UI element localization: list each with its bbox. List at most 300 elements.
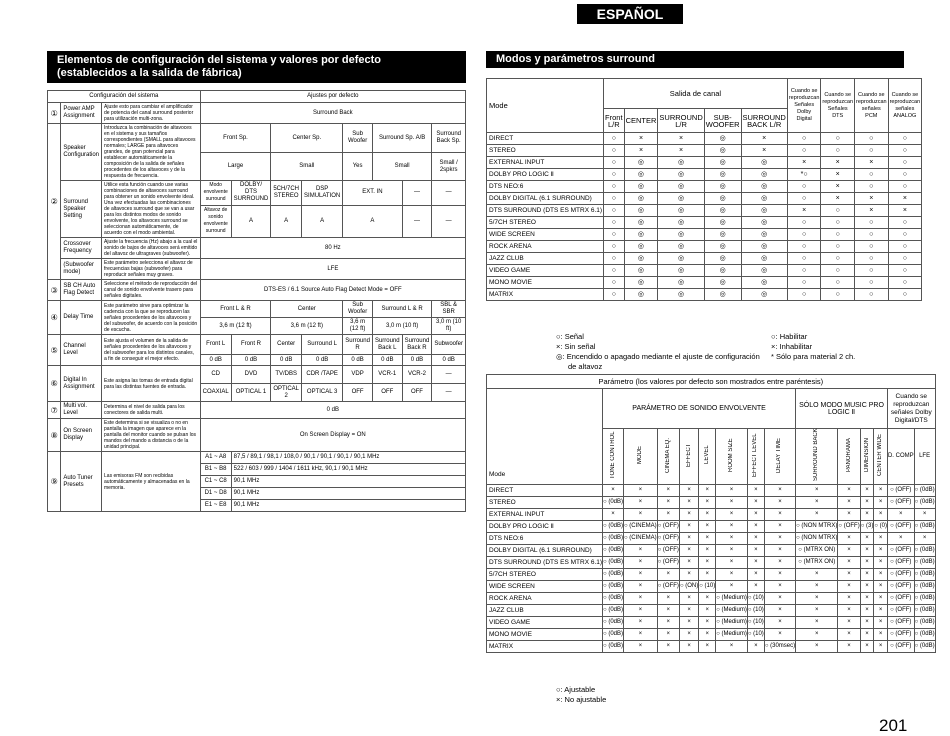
table-cell: × xyxy=(874,485,888,497)
delay-value: 3,6 m (12 ft) xyxy=(200,318,271,335)
mode-name: MATRIX xyxy=(487,289,604,301)
param-col-label: CENTER WIDE xyxy=(877,434,884,476)
table-cell: ○ (10) xyxy=(747,593,764,605)
table-cell: × xyxy=(764,545,795,557)
table-cell: × xyxy=(821,193,855,205)
table-cell: ○ xyxy=(821,133,855,145)
digital-source: TV/DBS xyxy=(271,366,302,384)
table-cell: × xyxy=(657,485,679,497)
table-cell: × xyxy=(624,641,658,653)
param-col-label: DELAY TIME xyxy=(776,437,783,473)
digital-input: OFF xyxy=(372,384,402,402)
legend-item: ×: No ajustable xyxy=(556,695,607,704)
speaker-header: Center Sp. xyxy=(271,124,343,153)
table-cell: × xyxy=(624,509,658,521)
digital-source: VCR-1 xyxy=(372,366,402,384)
table-cell: × xyxy=(796,629,838,641)
speaker-header: Surround Back Sp. xyxy=(432,124,466,153)
table-cell: × xyxy=(716,581,748,593)
surround-modes-table xyxy=(486,78,922,301)
table-cell: × xyxy=(874,533,888,545)
table-cell: × xyxy=(679,497,698,509)
channel-col-header: SURROUND L/R xyxy=(658,109,704,133)
table-cell: ◎ xyxy=(624,265,658,277)
level-header: Surround Back L xyxy=(372,335,402,355)
table-cell: ○ (OFF) xyxy=(887,629,914,641)
right-section-title: Modos y parámetros surround xyxy=(486,51,904,68)
table-cell: × xyxy=(796,581,838,593)
table-cell: × xyxy=(855,157,889,169)
mode-name: JAZZ CLUB xyxy=(487,253,604,265)
table-cell: × xyxy=(860,509,874,521)
param-col-label: CINEMA EQ. xyxy=(664,437,671,473)
table-cell: ○ (Medium) xyxy=(716,629,748,641)
table-cell: × xyxy=(716,557,748,569)
table-cell: × xyxy=(657,569,679,581)
col-header-config: Configuración del sistema xyxy=(48,91,201,103)
table-row xyxy=(487,229,922,241)
table-cell: × xyxy=(699,593,716,605)
table-row xyxy=(487,265,922,277)
mode-name: MONO MOVIE xyxy=(487,629,603,641)
table-cell: × xyxy=(874,569,888,581)
table-cell: × xyxy=(874,557,888,569)
table-cell: ○ xyxy=(821,229,855,241)
mode-name: 5/7CH STEREO xyxy=(487,217,604,229)
table-cell: × xyxy=(787,205,821,217)
table-cell: × xyxy=(699,545,716,557)
legend-item: ○: Ajustable xyxy=(556,685,596,694)
table-cell: ○ xyxy=(888,289,922,301)
table-cell: ◎ xyxy=(624,217,658,229)
channel-output-header: Salida de canal xyxy=(604,79,788,109)
table-row xyxy=(487,485,936,497)
delay-header: Surround L & R xyxy=(372,301,431,318)
table-cell: × xyxy=(764,605,795,617)
preset-value: 522 / 603 / 999 / 1404 / 1611 kHz, 90,1 / 90,1 MHz xyxy=(231,464,465,476)
level-header: Front L xyxy=(200,335,231,355)
table-cell: ○ xyxy=(604,253,625,265)
table-cell: × xyxy=(787,157,821,169)
parameter-legend xyxy=(556,685,606,705)
table-cell: × xyxy=(860,485,874,497)
table-cell: × xyxy=(603,485,624,497)
table-cell: × xyxy=(796,593,838,605)
table-cell: × xyxy=(747,545,764,557)
surround-mode: — xyxy=(432,181,466,206)
table-cell: ◎ xyxy=(658,157,704,169)
table-cell: ○ (OFF) xyxy=(657,521,679,533)
table-cell: ○ (OFF) xyxy=(657,581,679,593)
table-cell: × xyxy=(624,581,658,593)
table-cell: ○ (0dB) xyxy=(603,569,624,581)
table-cell: × xyxy=(657,605,679,617)
parameters-title: Parámetro (los valores por defecto son mostrados entre paréntesis) xyxy=(487,375,936,389)
setting-value: LFE xyxy=(200,259,465,280)
table-cell: × xyxy=(764,569,795,581)
setting-desc: Las emisoras FM son recibidas automáticamente y almacenadas en la memoria. xyxy=(102,452,201,512)
mode-name: STEREO xyxy=(487,145,604,157)
level-value: 0 dB xyxy=(402,355,432,366)
table-cell: ◎ xyxy=(704,277,741,289)
level-value: 0 dB xyxy=(271,355,302,366)
table-cell: ◎ xyxy=(741,193,787,205)
param-col-label: EFFECT LEVEL xyxy=(752,433,759,477)
table-cell: × xyxy=(624,485,658,497)
table-cell: ○ xyxy=(604,289,625,301)
table-cell: ◎ xyxy=(658,265,704,277)
setting-name: Digital In Assignment xyxy=(61,366,102,402)
table-cell: ○ xyxy=(787,253,821,265)
speaker-value: Small xyxy=(271,153,343,181)
table-cell: × xyxy=(764,521,795,533)
delay-value: 3,6 m (12 ft) xyxy=(343,318,373,335)
setting-name: Auto Tuner Presets xyxy=(61,452,102,512)
table-cell: ○ xyxy=(787,241,821,253)
table-cell: × xyxy=(716,641,748,653)
table-cell: × xyxy=(764,533,795,545)
param-col-header xyxy=(679,429,698,485)
mode-name: WIDE SCREEN xyxy=(487,581,603,593)
mode-name: STEREO xyxy=(487,497,603,509)
table-cell: ○ xyxy=(604,169,625,181)
table-cell: ◎ xyxy=(624,289,658,301)
param-col-label: MODE xyxy=(636,446,643,464)
table-cell: × xyxy=(699,497,716,509)
table-cell: ◎ xyxy=(704,229,741,241)
speaker-header: Surround Sp. A/B xyxy=(372,124,431,153)
surround-parameters-table xyxy=(486,374,936,653)
row-number: ⑦ xyxy=(48,402,61,419)
table-cell: × xyxy=(747,521,764,533)
digital-input: OPTICAL 1 xyxy=(231,384,271,402)
table-cell: ○ xyxy=(604,229,625,241)
row-number: ④ xyxy=(48,301,61,335)
group-header: SÓLO MODO MUSIC PRO LOGIC Ⅱ xyxy=(796,389,888,429)
table-cell: ○ (0dB) xyxy=(914,545,935,557)
param-col-header xyxy=(914,429,935,485)
table-cell: ○ xyxy=(787,181,821,193)
table-cell: × xyxy=(860,545,874,557)
surround-speaker: — xyxy=(402,205,432,237)
table-cell: ○ xyxy=(787,277,821,289)
table-cell: ◎ xyxy=(741,253,787,265)
table-cell: × xyxy=(603,509,624,521)
table-row xyxy=(487,533,936,545)
param-col-label: LFE xyxy=(919,453,931,459)
table-cell: × xyxy=(796,641,838,653)
table-cell: ○ xyxy=(604,277,625,289)
digital-source: CDR /TAPE xyxy=(302,366,343,384)
legend-item: ◎: Encendido o apagado mediante el ajuste de configuración xyxy=(556,352,760,361)
row-number: ① xyxy=(48,103,61,124)
table-row xyxy=(487,521,936,533)
table-cell: × xyxy=(747,497,764,509)
digital-source: — xyxy=(432,366,466,384)
table-cell: × xyxy=(624,133,658,145)
row-number: ⑧ xyxy=(48,419,61,452)
table-cell: × xyxy=(796,485,838,497)
delay-header: SBL & SBR xyxy=(432,301,466,318)
setting-name: Delay Time xyxy=(61,301,102,335)
mode-name: DIRECT xyxy=(487,133,604,145)
level-header: Surround L xyxy=(302,335,343,355)
preset-key: D1 ~ D8 xyxy=(200,488,231,500)
table-cell: × xyxy=(838,545,860,557)
group-header: Cuando se reproduzcan señales Dolby Digital/DTS xyxy=(887,389,935,429)
digital-input: COAXIAL xyxy=(200,384,231,402)
table-cell: × xyxy=(624,605,658,617)
table-cell: × xyxy=(838,641,860,653)
table-cell: ◎ xyxy=(741,217,787,229)
surround-mode: DSP SIMULATION xyxy=(302,181,343,206)
setting-value: On Screen Display = ON xyxy=(200,419,465,452)
speaker-value: Small / 2spkrs xyxy=(432,153,466,181)
table-cell: ◎ xyxy=(741,289,787,301)
table-row xyxy=(487,629,936,641)
table-cell: × xyxy=(657,497,679,509)
param-col-label: SURROUND BACK xyxy=(813,428,820,481)
delay-value: 3,0 m (10 ft) xyxy=(372,318,431,335)
delay-value: 3,0 m (10 ft) xyxy=(432,318,466,335)
table-row xyxy=(487,145,922,157)
table-cell: ◎ xyxy=(741,205,787,217)
table-row xyxy=(487,605,936,617)
table-cell: ○ xyxy=(821,289,855,301)
mode-name: EXTERNAL INPUT xyxy=(487,509,603,521)
table-cell: × xyxy=(679,629,698,641)
table-cell: ○ (0dB) xyxy=(603,617,624,629)
table-cell: ○ (MTRX ON) xyxy=(796,557,838,569)
digital-input: OFF xyxy=(343,384,373,402)
table-cell: × xyxy=(679,533,698,545)
table-cell: ◎ xyxy=(658,181,704,193)
table-cell: × xyxy=(679,641,698,653)
left-title-line1: Elementos de configuración del sistema y valores por defecto xyxy=(57,54,381,66)
param-col-label: D. COMP xyxy=(887,453,914,459)
setting-desc: Introduzca la combinación de altavoces en el sistema y sus tamaños correspondientes (SMALL para altavoces normales; LARGE para altavoces grandes, de gran potencial para establecer automáticamente la composición de la salida de señales procedentes de los altavoces y de la respuesta de frecuencia. xyxy=(102,124,201,181)
table-cell: × xyxy=(838,497,860,509)
level-header: Subwoofer xyxy=(432,335,466,355)
speaker-value: Yes xyxy=(343,153,373,181)
table-cell: × xyxy=(796,617,838,629)
table-cell: × xyxy=(764,485,795,497)
preset-key: A1 ~ A8 xyxy=(200,452,231,464)
table-cell: × xyxy=(874,581,888,593)
param-col-header xyxy=(657,429,679,485)
table-cell: ○ xyxy=(888,253,922,265)
table-cell: ○ (0dB) xyxy=(914,605,935,617)
table-cell: × xyxy=(624,545,658,557)
table-cell: ◎ xyxy=(704,217,741,229)
table-cell: × xyxy=(874,605,888,617)
table-cell: ○ (0dB) xyxy=(914,593,935,605)
table-cell: ○ (0dB) xyxy=(914,569,935,581)
table-row xyxy=(487,205,922,217)
table-cell: × xyxy=(860,533,874,545)
setting-name: On Screen Display xyxy=(61,419,102,452)
setting-name: SB CH Auto Flag Detect xyxy=(61,280,102,301)
level-value: 0 dB xyxy=(432,355,466,366)
table-cell: × xyxy=(764,629,795,641)
table-cell: ○ xyxy=(888,229,922,241)
param-col-label: EFFECT xyxy=(685,443,692,467)
param-col-header xyxy=(796,429,838,485)
table-cell: × xyxy=(699,485,716,497)
table-cell: × xyxy=(838,581,860,593)
table-cell: ◎ xyxy=(704,253,741,265)
table-cell: × xyxy=(679,557,698,569)
table-cell: ○ xyxy=(604,193,625,205)
mode-name: ROCK ARENA xyxy=(487,241,604,253)
table-cell: × xyxy=(716,569,748,581)
table-cell: ○ xyxy=(821,217,855,229)
digital-source: VDP xyxy=(343,366,373,384)
table-cell: ○ xyxy=(855,229,889,241)
param-col-label: LEVEL xyxy=(703,445,710,465)
table-row xyxy=(487,169,922,181)
setting-name: Multi vol. Level xyxy=(61,402,102,419)
setting-desc: Este parámetro selecciona el altavoz de frecuencias bajas (subwoofer) para reproducir señales muy graves. xyxy=(102,259,201,280)
surround-speaker: A xyxy=(271,205,302,237)
table-cell: ○ xyxy=(855,277,889,289)
surround-mode: EXT. IN xyxy=(343,181,402,206)
table-cell: ◎ xyxy=(704,181,741,193)
table-cell: ○ xyxy=(855,181,889,193)
preset-value: 87,5 / 89,1 / 98,1 / 108,0 / 90,1 / 90,1 / 90,1 / 90,1 MHz xyxy=(231,452,465,464)
table-cell: ○ (OFF) xyxy=(657,557,679,569)
table-cell: ◎ xyxy=(658,289,704,301)
table-cell: × xyxy=(699,569,716,581)
table-cell: × xyxy=(860,593,874,605)
table-cell: ○ (0dB) xyxy=(914,581,935,593)
table-cell: ◎ xyxy=(658,253,704,265)
digital-source: VCR-2 xyxy=(402,366,432,384)
table-cell: × xyxy=(860,581,874,593)
table-cell: × xyxy=(887,509,914,521)
table-cell: ○ xyxy=(821,265,855,277)
speaker-value: Large xyxy=(200,153,271,181)
table-cell: ○ (OFF) xyxy=(887,641,914,653)
table-cell: ○ (0dB) xyxy=(603,533,624,545)
table-cell: ◎ xyxy=(741,277,787,289)
system-setup-table xyxy=(47,90,466,512)
table-cell: ○ xyxy=(604,217,625,229)
table-cell: ○ xyxy=(888,277,922,289)
table-cell: × xyxy=(699,617,716,629)
table-cell: × xyxy=(838,509,860,521)
table-cell: ○ (OFF) xyxy=(657,533,679,545)
table-cell: ○ xyxy=(821,145,855,157)
legend-item: ×: Sin señal xyxy=(556,342,596,351)
param-col-header xyxy=(716,429,748,485)
param-col-header xyxy=(699,429,716,485)
table-cell: × xyxy=(657,509,679,521)
table-row xyxy=(487,133,922,145)
table-cell: × xyxy=(874,629,888,641)
table-cell: ○ (0dB) xyxy=(603,521,624,533)
table-cell: ○ (NON MTRX) xyxy=(796,521,838,533)
mode-name: EXTERNAL INPUT xyxy=(487,157,604,169)
table-cell: ○ (OFF) xyxy=(887,617,914,629)
param-col-label: PANORAMA xyxy=(845,438,852,472)
table-cell: ◎ xyxy=(704,241,741,253)
table-cell: × xyxy=(679,485,698,497)
table-cell: × xyxy=(860,557,874,569)
table-cell: × xyxy=(874,545,888,557)
left-section-title xyxy=(47,51,466,83)
setting-desc: Determina el nivel de salida para los conectores de salida multi. xyxy=(102,402,201,419)
left-title-line2: (establecidos a la salida de fábrica) xyxy=(57,67,242,79)
param-col-label: TONE CONTROL xyxy=(609,431,616,479)
table-cell: × xyxy=(860,497,874,509)
table-row xyxy=(487,241,922,253)
legend-item: ×: Inhabilitar xyxy=(771,342,813,351)
setting-value: 80 Hz xyxy=(200,238,465,259)
table-cell: ◎ xyxy=(741,181,787,193)
surround-speaker: A xyxy=(302,205,343,237)
table-cell: ○ (3) xyxy=(860,521,874,533)
table-cell: ○ (OFF) xyxy=(657,545,679,557)
table-cell: × xyxy=(838,593,860,605)
table-cell: × xyxy=(716,509,748,521)
table-cell: ◎ xyxy=(624,169,658,181)
param-col-header xyxy=(764,429,795,485)
table-cell: ◎ xyxy=(658,241,704,253)
table-cell: ○ xyxy=(821,277,855,289)
table-cell: × xyxy=(838,569,860,581)
delay-header: Center xyxy=(271,301,343,318)
table-cell: ◎ xyxy=(704,205,741,217)
table-cell: ○ (Medium) xyxy=(716,617,748,629)
table-cell: ◎ xyxy=(658,169,704,181)
legend-item: ○: Habilitar xyxy=(771,332,808,341)
table-cell: × xyxy=(741,145,787,157)
mode-name: DTS SURROUND (DTS ES MTRX 6.1) xyxy=(487,205,604,217)
table-cell: ◎ xyxy=(658,277,704,289)
table-cell: ○ (10) xyxy=(699,581,716,593)
table-cell: ○ (NON MTRX) xyxy=(796,533,838,545)
table-cell: ○ (0dB) xyxy=(603,629,624,641)
digital-input: — xyxy=(432,384,466,402)
table-cell: ○ xyxy=(888,169,922,181)
table-cell: × xyxy=(679,509,698,521)
table-cell: × xyxy=(747,641,764,653)
mode-name: DTS SURROUND (DTS ES MTRX 6.1) xyxy=(487,557,603,569)
param-col-header xyxy=(603,429,624,485)
table-cell: ○ xyxy=(604,157,625,169)
table-cell: ○ (0dB) xyxy=(603,581,624,593)
table-cell: ○ (0dB) xyxy=(603,605,624,617)
level-header: Surround R xyxy=(343,335,373,355)
table-cell: × xyxy=(657,593,679,605)
table-cell: × xyxy=(658,145,704,157)
row-number: ② xyxy=(48,124,61,280)
table-cell: × xyxy=(699,533,716,545)
table-cell: × xyxy=(747,485,764,497)
table-cell: ○ xyxy=(888,241,922,253)
table-cell: ○ xyxy=(855,289,889,301)
table-cell: × xyxy=(657,629,679,641)
table-row xyxy=(487,509,936,521)
level-header: Surround Back R xyxy=(402,335,432,355)
table-cell: × xyxy=(838,557,860,569)
digital-input: OPTICAL 3 xyxy=(302,384,343,402)
signal-col-header: Cuando se reproduzcan Señales Dolby Digital xyxy=(787,79,821,133)
delay-value: 3,6 m (12 ft) xyxy=(271,318,343,335)
signal-col-header: Cuando se reproduzcan señales PCM xyxy=(855,79,889,133)
channel-col-header: SUB-WOOFER xyxy=(704,109,741,133)
